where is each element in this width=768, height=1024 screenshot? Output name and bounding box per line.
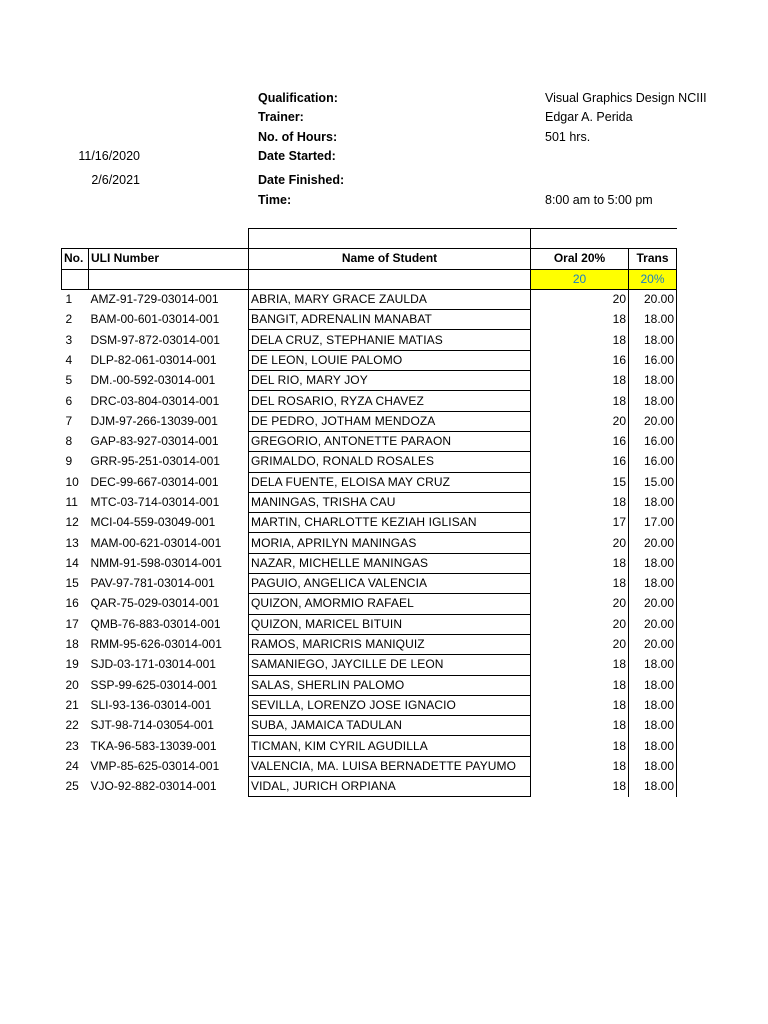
table-row bbox=[62, 492, 677, 512]
date-finished-label: Date Finished: bbox=[258, 173, 345, 187]
uli-number: VJO-92-882-03014-001 bbox=[90, 779, 217, 794]
trans-score: 18.00 bbox=[629, 330, 677, 350]
uli-number: GAP-83-927-03014-001 bbox=[90, 434, 219, 449]
oral-score: 18 bbox=[531, 716, 629, 736]
row-number: 12 bbox=[65, 515, 79, 530]
uli-number: GRR-95-251-03014-001 bbox=[90, 454, 220, 469]
trans-score: 20.00 bbox=[629, 533, 677, 553]
oral-score: 18 bbox=[531, 655, 629, 675]
row-number: 5 bbox=[65, 373, 73, 388]
uli-number: TKA-96-583-13039-001 bbox=[90, 738, 217, 753]
oral-score: 20 bbox=[531, 411, 629, 431]
row-number: 11 bbox=[65, 495, 78, 509]
uli-number: NMM-91-598-03014-001 bbox=[90, 555, 222, 570]
table-row bbox=[62, 350, 677, 370]
table-row bbox=[62, 391, 677, 411]
uli-number: QMB-76-883-03014-001 bbox=[90, 616, 221, 631]
oral-score: 18 bbox=[531, 553, 629, 573]
row-number: 1 bbox=[65, 292, 73, 307]
student-name: MARTIN, CHARLOTTE KEZIAH IGLISAN bbox=[249, 513, 531, 533]
hours-label: No. of Hours: bbox=[258, 130, 338, 144]
table-row bbox=[62, 594, 677, 614]
row-number: 25 bbox=[65, 779, 79, 794]
student-name: GREGORIO, ANTONETTE PARAON bbox=[249, 431, 531, 451]
trans-score: 17.00 bbox=[629, 513, 677, 533]
trans-score: 18.00 bbox=[629, 553, 677, 573]
student-name: DEL RIO, MARY JOY bbox=[249, 371, 531, 391]
uli-number: DLP-82-061-03014-001 bbox=[90, 352, 217, 367]
oral-score: 18 bbox=[531, 675, 629, 695]
trans-score: 18.00 bbox=[629, 391, 677, 411]
trans-score: 18.00 bbox=[629, 675, 677, 695]
trans-score: 20.00 bbox=[629, 411, 677, 431]
trans-score: 18.00 bbox=[629, 756, 677, 776]
table-row bbox=[62, 655, 677, 675]
trans-weight: 20% bbox=[629, 269, 677, 289]
qualification-label: Qualification: bbox=[258, 91, 338, 105]
oral-score: 15 bbox=[531, 472, 629, 492]
table-row bbox=[62, 289, 677, 309]
row-number: 19 bbox=[65, 657, 79, 672]
header-trans: Trans bbox=[629, 249, 677, 269]
header-name: Name of Student bbox=[249, 249, 531, 269]
table-row bbox=[62, 452, 677, 472]
trans-score: 18.00 bbox=[629, 492, 677, 512]
oral-score: 18 bbox=[531, 777, 629, 797]
uli-number: SSP-99-625-03014-001 bbox=[90, 677, 218, 692]
table-body bbox=[62, 229, 677, 797]
oral-score: 20 bbox=[531, 594, 629, 614]
trans-score: 18.00 bbox=[629, 695, 677, 715]
trainer-label: Trainer: bbox=[258, 110, 304, 124]
uli-number: PAV-97-781-03014-001 bbox=[90, 576, 215, 591]
trans-score: 20.00 bbox=[629, 289, 677, 309]
trans-score: 18.00 bbox=[629, 371, 677, 391]
time-label: Time: bbox=[258, 193, 292, 207]
student-name: DELA FUENTE, ELOISA MAY CRUZ bbox=[249, 472, 531, 492]
date-started-label: Date Started: bbox=[258, 149, 336, 163]
trans-score: 18.00 bbox=[629, 716, 677, 736]
header-oral: Oral 20% bbox=[531, 249, 629, 269]
trans-score: 16.00 bbox=[629, 350, 677, 370]
uli-number: DM.-00-592-03014-001 bbox=[90, 373, 216, 388]
oral-score: 18 bbox=[531, 736, 629, 756]
table-header-row bbox=[62, 249, 677, 269]
oral-score: 17 bbox=[531, 513, 629, 533]
row-number: 2 bbox=[65, 312, 73, 327]
student-name: DELA CRUZ, STEPHANIE MATIAS bbox=[249, 330, 531, 350]
oral-score: 16 bbox=[531, 350, 629, 370]
oral-score: 18 bbox=[531, 310, 629, 330]
trans-score: 16.00 bbox=[629, 452, 677, 472]
uli-number: DJM-97-266-13039-001 bbox=[90, 413, 218, 428]
oral-score: 18 bbox=[531, 391, 629, 411]
student-name: DEL ROSARIO, RYZA CHAVEZ bbox=[249, 391, 531, 411]
uli-number: MTC-03-714-03014-001 bbox=[90, 495, 220, 509]
student-name: MANINGAS, TRISHA CAU bbox=[249, 492, 531, 512]
table-row bbox=[62, 330, 677, 350]
row-number: 9 bbox=[65, 454, 73, 469]
student-name: BANGIT, ADRENALIN MANABAT bbox=[249, 310, 531, 330]
table-row bbox=[62, 614, 677, 634]
oral-score: 18 bbox=[531, 330, 629, 350]
uli-number: DEC-99-667-03014-001 bbox=[90, 474, 219, 489]
row-number: 16 bbox=[65, 596, 79, 611]
student-name: NAZAR, MICHELLE MANINGAS bbox=[249, 553, 531, 573]
student-name: SUBA, JAMAICA TADULAN bbox=[249, 716, 531, 736]
row-number: 24 bbox=[65, 758, 79, 773]
uli-number: DSM-97-872-03014-001 bbox=[90, 332, 220, 347]
row-number: 17 bbox=[65, 616, 79, 631]
table-row bbox=[62, 310, 677, 330]
table-row bbox=[62, 716, 677, 736]
oral-weight: 20 bbox=[531, 269, 629, 289]
student-name: RAMOS, MARICRIS MANIQUIZ bbox=[249, 634, 531, 654]
qualification-value: Visual Graphics Design NCIII bbox=[545, 91, 707, 105]
table-row bbox=[62, 695, 677, 715]
trans-score: 18.00 bbox=[629, 655, 677, 675]
date-finished-value: 2/6/2021 bbox=[91, 173, 140, 187]
uli-number: SJD-03-171-03014-001 bbox=[90, 657, 216, 672]
trans-score: 20.00 bbox=[629, 634, 677, 654]
table-row bbox=[62, 777, 677, 797]
date-started-value: 11/16/2020 bbox=[78, 149, 140, 163]
student-name: MORIA, APRILYN MANINGAS bbox=[249, 533, 531, 553]
oral-score: 20 bbox=[531, 533, 629, 553]
student-name: VIDAL, JURICH ORPIANA bbox=[249, 777, 531, 797]
oral-score: 20 bbox=[531, 289, 629, 309]
hours-value: 501 hrs. bbox=[545, 130, 591, 144]
student-name: GRIMALDO, RONALD ROSALES bbox=[249, 452, 531, 472]
student-name: SEVILLA, LORENZO JOSE IGNACIO bbox=[249, 695, 531, 715]
row-number: 20 bbox=[65, 677, 79, 692]
uli-number: MCI-04-559-03049-001 bbox=[90, 515, 216, 530]
header-uli: ULI Number bbox=[89, 249, 249, 269]
row-number: 22 bbox=[65, 718, 79, 733]
table-row bbox=[62, 736, 677, 756]
row-number: 8 bbox=[65, 434, 73, 449]
table-row bbox=[62, 533, 677, 553]
uli-number: RMM-95-626-03014-001 bbox=[90, 637, 222, 652]
table-row bbox=[62, 634, 677, 654]
student-name: VALENCIA, MA. LUISA BERNADETTE PAYUMO bbox=[249, 756, 531, 776]
uli-number: SJT-98-714-03054-001 bbox=[90, 718, 214, 733]
trans-score: 18.00 bbox=[629, 310, 677, 330]
oral-score: 18 bbox=[531, 492, 629, 512]
oral-score: 18 bbox=[531, 756, 629, 776]
oral-score: 20 bbox=[531, 614, 629, 634]
uli-number: DRC-03-804-03014-001 bbox=[90, 393, 220, 408]
header-no: No. bbox=[62, 249, 89, 269]
row-number: 13 bbox=[65, 535, 79, 550]
student-name: SAMANIEGO, JAYCILLE DE LEON bbox=[249, 655, 531, 675]
trans-score: 20.00 bbox=[629, 614, 677, 634]
table-row bbox=[62, 675, 677, 695]
trans-score: 16.00 bbox=[629, 431, 677, 451]
trans-score: 18.00 bbox=[629, 574, 677, 594]
uli-number: MAM-00-621-03014-001 bbox=[90, 535, 222, 550]
trans-score: 18.00 bbox=[629, 736, 677, 756]
oral-score: 16 bbox=[531, 452, 629, 472]
table-row bbox=[62, 472, 677, 492]
student-name: SALAS, SHERLIN PALOMO bbox=[249, 675, 531, 695]
row-number: 10 bbox=[65, 474, 79, 489]
student-name: ABRIA, MARY GRACE ZAULDA bbox=[249, 289, 531, 309]
trainer-value: Edgar A. Perida bbox=[545, 110, 633, 124]
student-name: DE LEON, LOUIE PALOMO bbox=[249, 350, 531, 370]
trans-score: 20.00 bbox=[629, 594, 677, 614]
trans-score: 15.00 bbox=[629, 472, 677, 492]
trans-score: 18.00 bbox=[629, 777, 677, 797]
time-value: 8:00 am to 5:00 pm bbox=[545, 193, 653, 207]
row-number: 3 bbox=[65, 332, 73, 347]
table-weight-row bbox=[62, 269, 677, 289]
table-row bbox=[62, 756, 677, 776]
uli-number: BAM-00-601-03014-001 bbox=[90, 312, 220, 327]
table-spacer-row bbox=[62, 229, 677, 249]
uli-number: AMZ-91-729-03014-001 bbox=[90, 292, 219, 307]
row-number: 7 bbox=[65, 413, 73, 428]
oral-score: 18 bbox=[531, 574, 629, 594]
oral-score: 18 bbox=[531, 695, 629, 715]
row-number: 6 bbox=[65, 393, 73, 408]
row-number: 23 bbox=[65, 738, 79, 753]
uli-number: QAR-75-029-03014-001 bbox=[90, 596, 220, 611]
student-name: DE PEDRO, JOTHAM MENDOZA bbox=[249, 411, 531, 431]
row-number: 14 bbox=[65, 555, 79, 570]
table-row bbox=[62, 574, 677, 594]
row-number: 21 bbox=[65, 697, 79, 712]
row-number: 18 bbox=[65, 637, 79, 652]
student-grades-table bbox=[61, 228, 677, 797]
table-row bbox=[62, 513, 677, 533]
student-name: PAGUIO, ANGELICA VALENCIA bbox=[249, 574, 531, 594]
student-name: QUIZON, AMORMIO RAFAEL bbox=[249, 594, 531, 614]
table-row bbox=[62, 553, 677, 573]
row-number: 15 bbox=[65, 576, 79, 591]
table-row bbox=[62, 411, 677, 431]
oral-score: 16 bbox=[531, 431, 629, 451]
oral-score: 20 bbox=[531, 634, 629, 654]
uli-number: VMP-85-625-03014-001 bbox=[90, 758, 220, 773]
student-name: TICMAN, KIM CYRIL AGUDILLA bbox=[249, 736, 531, 756]
table-row bbox=[62, 431, 677, 451]
table-row bbox=[62, 371, 677, 391]
student-name: QUIZON, MARICEL BITUIN bbox=[249, 614, 531, 634]
uli-number: SLI-93-136-03014-001 bbox=[90, 697, 212, 712]
row-number: 4 bbox=[65, 352, 73, 367]
oral-score: 18 bbox=[531, 371, 629, 391]
